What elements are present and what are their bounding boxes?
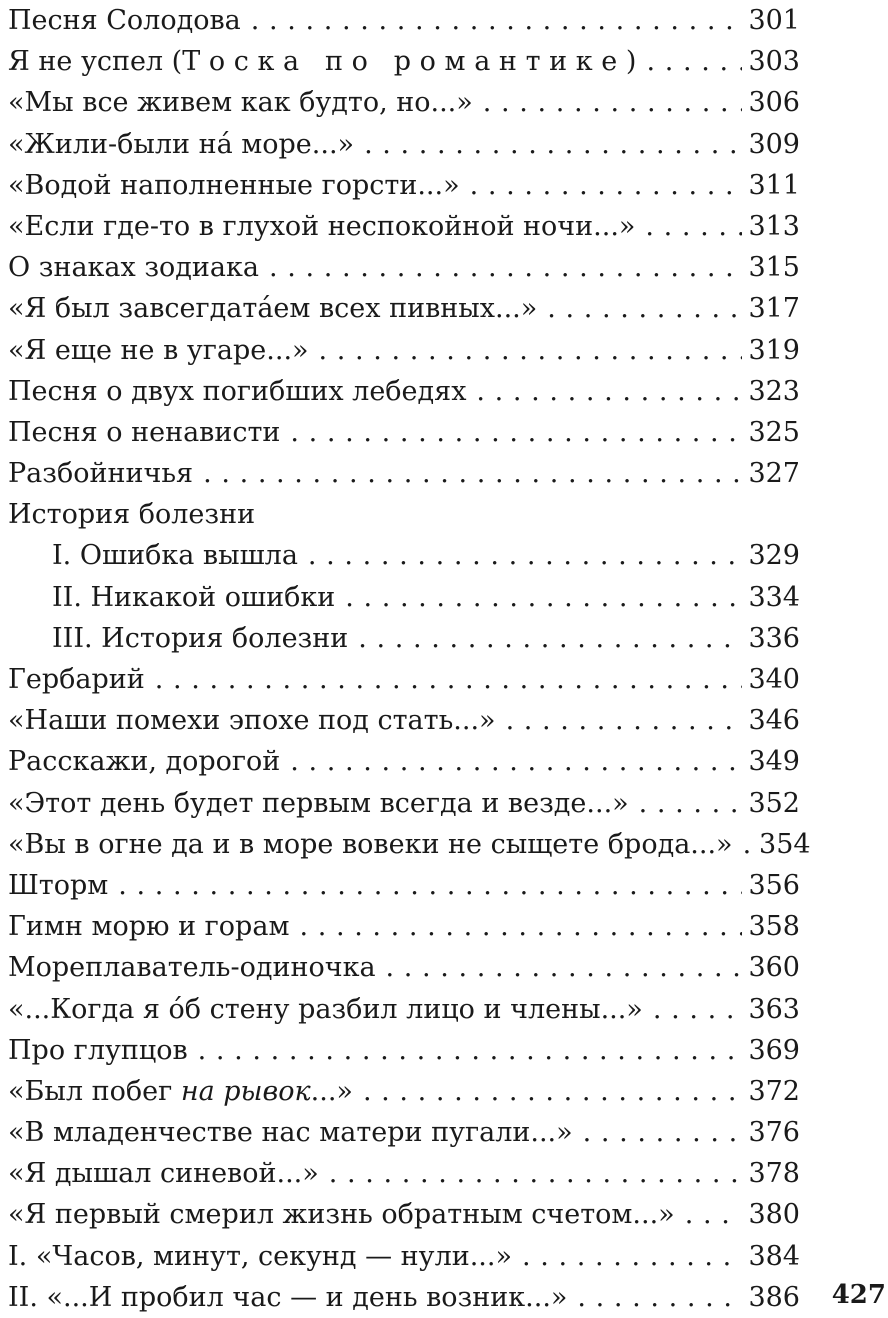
toc-entry xyxy=(8,700,800,741)
toc-entry xyxy=(8,371,800,412)
toc-entry-page: 336 xyxy=(748,622,800,654)
toc-entry-page: 380 xyxy=(748,1199,800,1231)
dot-leader xyxy=(476,371,742,412)
toc-entry-title: «Я еще не в угаре...» xyxy=(8,334,309,366)
toc-entry-page: 356 xyxy=(748,869,800,901)
dot-leader xyxy=(653,989,742,1030)
italic-phrase: на рывок xyxy=(180,1075,311,1107)
dot-leader xyxy=(364,124,742,165)
toc-entry-title: III. История болезни xyxy=(52,622,349,654)
toc-entry xyxy=(8,165,800,206)
toc-entry xyxy=(8,1071,800,1112)
dot-leader xyxy=(646,41,742,82)
toc-entry xyxy=(8,124,800,165)
toc-entry xyxy=(8,865,800,906)
dot-leader xyxy=(155,659,742,700)
toc-entry xyxy=(8,1153,800,1194)
toc-entry-page: 325 xyxy=(748,416,800,448)
toc-entry xyxy=(8,1236,800,1277)
dot-leader xyxy=(251,0,742,41)
toc-entry-title: «Этот день будет первым всегда и везде...» xyxy=(8,787,629,819)
dot-leader xyxy=(118,865,742,906)
toc-entry-page: 309 xyxy=(748,128,800,160)
toc-entry-title: «Вы в огне да и в море вовеки не сыщете брода...» xyxy=(8,828,733,860)
toc-entry-title: II. Никакой ошибки xyxy=(52,581,336,613)
toc-entry-page: 363 xyxy=(748,993,800,1025)
toc-entry xyxy=(8,82,800,123)
toc-entry-page: 376 xyxy=(748,1117,800,1149)
toc-entry xyxy=(8,1112,800,1153)
toc-entry-title: О знаках зодиака xyxy=(8,252,259,284)
dot-leader xyxy=(583,1112,742,1153)
toc-entry-title: Песня о ненависти xyxy=(8,416,281,448)
toc-entry-page: 384 xyxy=(748,1240,800,1272)
toc-entry xyxy=(8,741,800,782)
toc-entry-title: Песня Солодова xyxy=(8,5,241,36)
dot-leader xyxy=(345,577,742,618)
toc-entry-page: 313 xyxy=(748,210,800,242)
toc-entry xyxy=(8,0,800,41)
dot-leader xyxy=(386,947,742,988)
toc-entry-title: «Был побег на рывок...» xyxy=(8,1075,353,1107)
toc-subentry xyxy=(8,618,800,659)
dot-leader xyxy=(685,1194,742,1235)
toc-entry-page: 311 xyxy=(748,169,800,201)
toc-entry xyxy=(8,453,800,494)
toc-entry xyxy=(8,247,800,288)
toc-entry-page: 327 xyxy=(748,458,800,490)
page-number: 427 xyxy=(831,1280,886,1310)
table-of-contents xyxy=(8,0,811,1318)
toc-entry-page: 354 xyxy=(759,828,811,860)
dot-leader xyxy=(470,165,742,206)
toc-entry-page: 352 xyxy=(748,787,800,819)
toc-entry-page: 334 xyxy=(748,581,800,613)
toc-entry-title: Гербарий xyxy=(8,664,145,695)
toc-subentry xyxy=(8,577,800,618)
dot-leader xyxy=(522,1236,742,1277)
dot-leader xyxy=(547,288,742,329)
toc-entry-title: Шторм xyxy=(8,869,109,901)
dot-leader xyxy=(290,412,742,453)
toc-entry-title: I. «Часов, минут, секунд — нули...» xyxy=(8,1240,512,1272)
toc-entry-page: 315 xyxy=(748,252,800,284)
dot-leader xyxy=(269,247,742,288)
toc-entry-page: 358 xyxy=(748,911,800,943)
toc-section-heading xyxy=(8,494,800,535)
toc-entry-page: 378 xyxy=(748,1158,800,1190)
dot-leader xyxy=(483,82,742,123)
toc-entry-title: «...Когда я о́б стену разбил лицо и члены...» xyxy=(8,993,643,1025)
toc-entry-title: «В младенчестве нас матери пугали...» xyxy=(8,1117,573,1149)
toc-entry-page: 323 xyxy=(748,375,800,407)
toc-entry xyxy=(8,783,800,824)
toc-entry-page: 306 xyxy=(748,87,800,119)
toc-entry xyxy=(8,41,800,82)
toc-entry-page: 329 xyxy=(748,540,800,572)
toc-entry-page: 372 xyxy=(748,1075,800,1107)
toc-entry-title: «Я был завсегдата́ем всех пивных...» xyxy=(8,293,538,325)
toc-entry-page: 319 xyxy=(748,334,800,366)
dot-leader xyxy=(290,741,742,782)
toc-entry-title: «Водой наполненные горсти...» xyxy=(8,169,460,201)
toc-entry xyxy=(8,659,800,700)
toc-entry-title: История болезни xyxy=(8,499,256,531)
toc-entry-title: Песня о двух погибших лебедях xyxy=(8,375,467,407)
toc-entry-title: Разбойничья xyxy=(8,458,194,490)
toc-entry-page: 369 xyxy=(748,1034,800,1066)
toc-entry-page: 386 xyxy=(748,1281,800,1313)
dot-leader xyxy=(308,535,742,576)
toc-entry xyxy=(8,330,800,371)
toc-entry xyxy=(8,206,800,247)
toc-entry-page: 349 xyxy=(748,746,800,778)
toc-entry xyxy=(8,989,800,1030)
toc-entry xyxy=(8,412,800,453)
toc-entry-title: «Если где-то в глухой неспокойной ночи...» xyxy=(8,210,636,242)
toc-entry-title: I. Ошибка вышла xyxy=(52,540,298,572)
toc-entry xyxy=(8,1194,800,1235)
toc-entry-page: 303 xyxy=(748,46,800,78)
toc-entry-title: Я не успел (Тоска по романтике) xyxy=(8,46,637,78)
dot-leader xyxy=(645,206,742,247)
toc-entry-title: «Наши помехи эпохе под стать...» xyxy=(8,705,496,737)
toc-entry xyxy=(8,947,800,988)
toc-entry-page: 301 xyxy=(748,5,800,36)
dot-leader xyxy=(743,824,753,865)
toc-entry-title: «Я дышал синевой...» xyxy=(8,1158,319,1190)
toc-entry-title: II. «...И пробил час — и день возник...» xyxy=(8,1281,568,1313)
dot-leader xyxy=(198,1030,742,1071)
toc-entry-page: 346 xyxy=(748,705,800,737)
dot-leader xyxy=(363,1071,742,1112)
dot-leader xyxy=(299,906,742,947)
toc-entry xyxy=(8,906,800,947)
toc-entry-title: Мореплаватель-одиночка xyxy=(8,952,376,984)
spaced-subtitle: Тоска по романтике xyxy=(182,46,626,78)
dot-leader xyxy=(203,453,742,494)
toc-entry-page: 317 xyxy=(748,293,800,325)
dot-leader xyxy=(329,1153,742,1194)
toc-entry xyxy=(8,1030,800,1071)
toc-entry-page: 360 xyxy=(748,952,800,984)
toc-entry-title: Расскажи, дорогой xyxy=(8,746,281,778)
toc-entry xyxy=(8,824,811,865)
dot-leader xyxy=(639,783,742,824)
toc-entry xyxy=(8,288,800,329)
toc-entry-title: «Жили-были на́ море...» xyxy=(8,128,355,160)
dot-leader xyxy=(358,618,742,659)
toc-entry-title: «Я первый смерил жизнь обратным счетом...» xyxy=(8,1199,675,1231)
toc-entry-title: Гимн морю и горам xyxy=(8,911,290,943)
dot-leader xyxy=(319,330,742,371)
toc-subentry xyxy=(8,535,800,576)
toc-entry-title: «Мы все живем как будто, но...» xyxy=(8,87,473,119)
toc-entry-page: 340 xyxy=(748,664,800,695)
dot-leader xyxy=(506,700,742,741)
toc-entry-title: Про глупцов xyxy=(8,1034,188,1066)
